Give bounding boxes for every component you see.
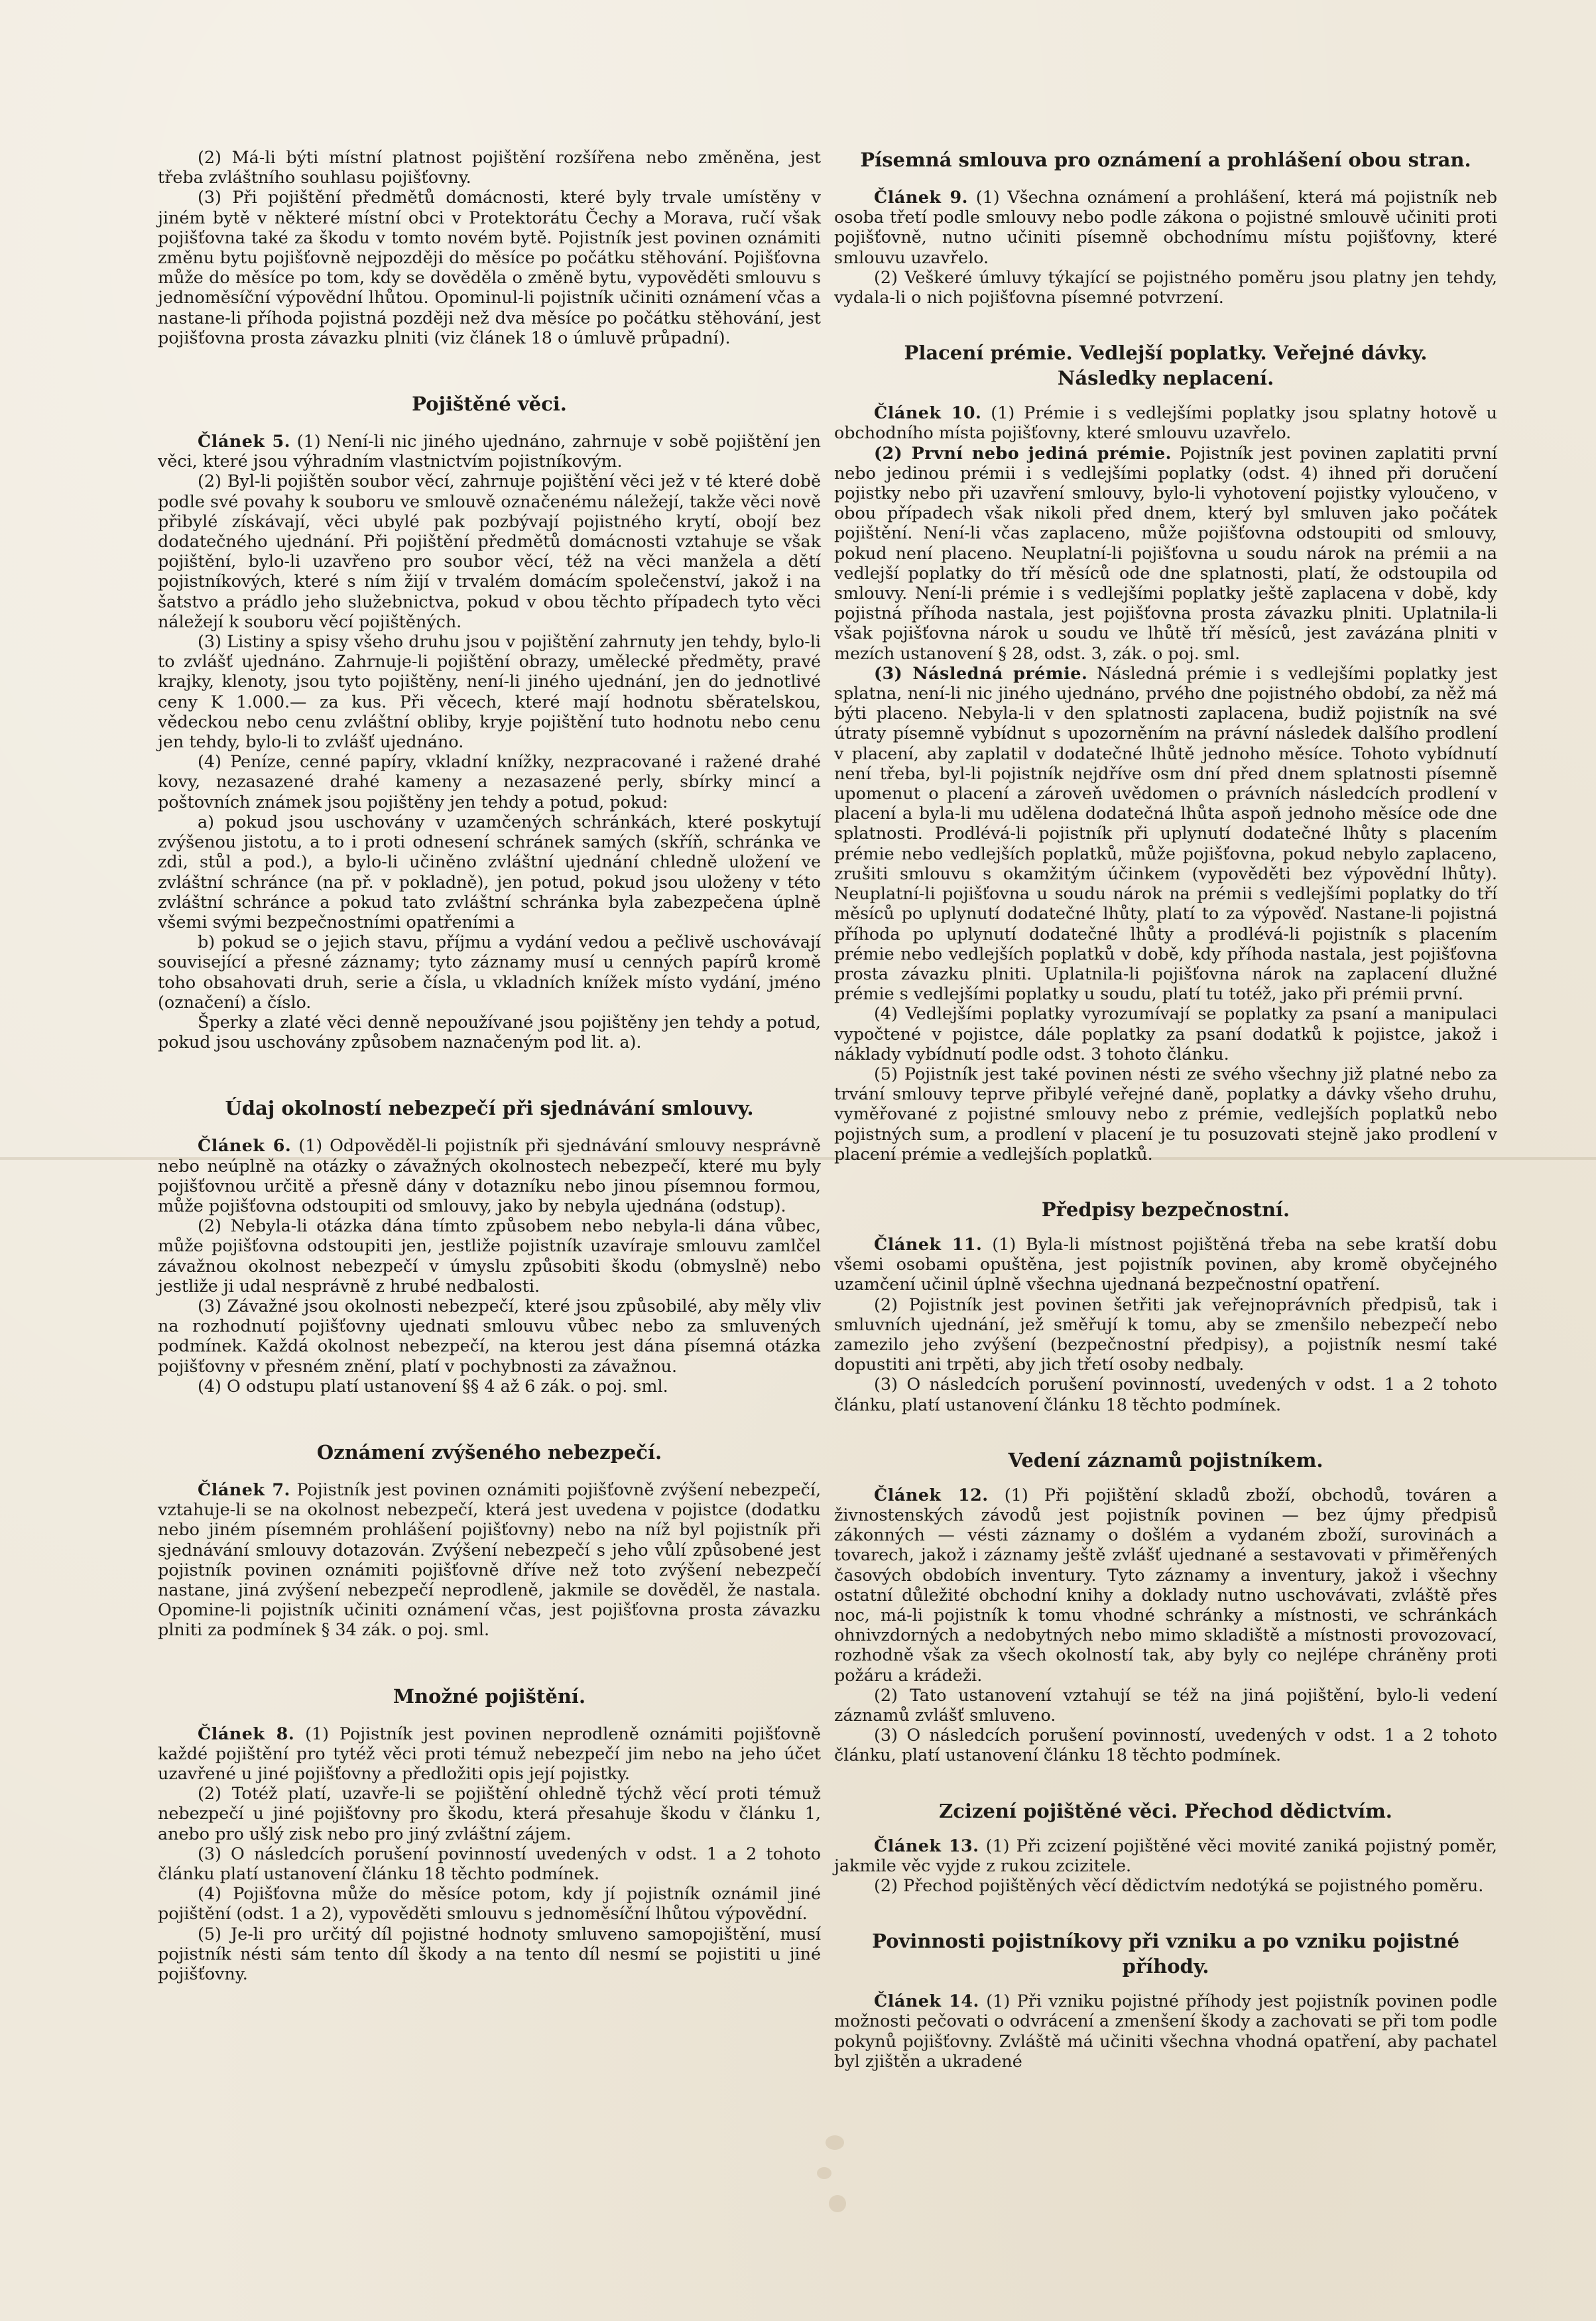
section-heading: Pojištěné věci. <box>412 393 567 416</box>
article-paragraph <box>158 431 821 471</box>
article-text: (1) Prémie i s vedlejšími poplatky jsou splatny hotově u obchodního místa pojišťovny, které smlouvu uzavřelo. <box>834 403 1497 443</box>
article-text: (1) Pojistník jest povinen neprodleně oznámiti pojišťovně každé pojištění pro tytéž věci proti témuž nebezpečí jim nebo na jeho účet uzavřené u jiné pojišťovny a předložiti opis její pojistky. <box>158 1723 821 1783</box>
article-text: Pojistník jest povinen oznámiti pojišťovně zvýšení nebezpečí, vztahuje-li se na okolnost nebezpečí, která jest uvedena v pojistce (dodatku nebo jiném písemném prohlášení pojišťovny) nebo na níž byl pojistník při sjednávání smlouvy dotazován. Zvýšení nebezpečí s jeho vůlí způsobené jest pojistník povinen oznámiti pojišťovně dříve než toto zvýšení nebezpečí nastane, jiná zvýšení nebezpečí neprodleně, jakmile se dověděl, že nastala. Opomine-li pojistník učiniti oznámení včas, jest pojišťovna prosta závazku plniti za podmínek § 34 zák. o poj. sml. <box>158 1479 822 1640</box>
section-heading: Údaj okolností nebezpečí při sjednávání smlouvy. <box>225 1097 754 1120</box>
article-paragraph <box>158 1135 821 1216</box>
paragraph: (2) Přechod pojištěných věcí dědictvím nedotýká se pojistného poměru. <box>874 1875 1484 1896</box>
heading-line: příhody. <box>1122 1955 1209 1978</box>
article-text: (1) Při pojištění skladů zboží, obchodů, továren a živnostenských závodů jest pojistník povinen — bez újmy předpisů zákonných — vésti záznamy o došlém a vydaném zboží, surovinách a tovarech, jakož i záznamy ještě zvlášť ujednané a sestavovati v přiměřených časových obdobích inventury. Tyto záznamy a inventury, jakož i všechny ostatní důležité obchodní knihy a doklady nutno uschovávati, zvláště přes noc, má-li pojistník k tomu vhodné schránky a místnosti, ve schránkách ohnivzdorných a nedobytných nebo mimo skladiště a místnosti provozovací, rozhodně však za všech okolností tak, aby byly co nejlépe chráněny proti požáru a krádeži. <box>834 1484 1497 1685</box>
article-paragraph <box>834 443 1497 663</box>
paragraph: (3) Listiny a spisy všeho druhu jsou v pojištění zahrnuty jen tehdy, bylo-li to zvlášť ujednáno. Zahrnuje-li pojištění obrazy, umělecké předměty, pravé krajky, klenoty, jsou tyto pojištěny, není-li jiného ujednání, jen do jednotlivé ceny K 1.000.— za kus. Při věcech, které mají hodnotu sběratelskou, vědeckou nebo cenu zvláštní obliby, kryje pojištění tuto hodnotu nebo cenu jen tehdy, bylo-li to zvlášť ujednáno. <box>158 631 821 752</box>
section-heading: Předpisy bezpečnostní. <box>1041 1198 1290 1221</box>
paragraph: Šperky a zlaté věci denně nepoužívané jsou pojištěny jen tehdy a potud, pokud jsou uschovány způsobem naznačeným pod lit. a). <box>158 1011 821 1052</box>
subsection-label: (3) Následná prémie. <box>874 662 1088 683</box>
subsection-label: (2) První nebo jediná prémie. <box>874 442 1172 463</box>
article-paragraph <box>158 1724 821 1784</box>
section-heading: Vedení záznamů pojistníkem. <box>1008 1448 1323 1472</box>
article-text: Pojistník jest povinen zaplatiti první nebo jedinou prémii i s vedlejšími poplatky (odst. 4) ihned při doručení pojistky nebo při uzavření smlouvy, bylo-li vyhotovení pojistky vyloučeno, v obou případech však nikoli před dnem, který byl smluven jako počátek pojištění. Není-li včas zaplaceno, může pojišťovna odstoupiti od smlouvy, pokud není placeno. Neuplatní-li pojišťovna u soudu nárok na prémii a na vedlejší poplatky do tří měsíců ode dne splatnosti, platí, že odstoupila od smlouvy. Není-li prémie i s vedlejšími poplatky ještě zaplacena v době, kdy pojistná příhoda nastala, jest pojišťovna prosta závazku plniti. Uplatnila-li však pojišťovna nárok u soudu ve lhůtě tří měsíců, jest zavázána plniti v mezích ustanovení § 28, odst. 3, zák. o poj. sml. <box>834 442 1497 663</box>
paragraph: (4) Peníze, cenné papíry, vkladní knížky, nezpracované i ražené drahé kovy, nezasazené drahé kameny a nezasazené perly, sbírky mincí a poštovních známek jsou pojištěny jen tehdy a potud, pokud: <box>158 751 821 812</box>
article-label: Článek 13. <box>874 1835 979 1855</box>
paragraph: (4) Pojišťovna může do měsíce potom, kdy jí pojistník oznámil jiné pojištění (odst. 1 a 2), vypověděti smlouvu s jednoměsíční lhůtou výpovědní. <box>158 1883 821 1924</box>
paragraph: (4) O odstupu platí ustanovení §§ 4 až 6 zák. o poj. sml. <box>198 1375 668 1396</box>
paragraph: (3) Při pojištění předmětů domácnosti, které byly trvale umístěny v jiném bytě v některé místní obci v Protektorátu Čechy a Morava, ručí však pojišťovna také za škodu v tomto novém bytě. Pojistník jest povinen oznámiti změnu bytu pojišťovně nejpozději do měsíce po počátku stěhování. Pojišťovna může do měsíce po tom, kdy se dověděla o změně bytu, vypověděti smlouvu s jednoměsíční výpovědní lhůtou. Opominul-li pojistník učiniti oznámení včas a nastane-li příhoda pojistná později než dva měsíce po počátku stěhování, jest pojišťovna prosta závazku plniti (viz článek 18 o úmluvě průpadní). <box>158 187 821 347</box>
article-text: (1) Všechna oznámení a prohlášení, která má pojistník neb osoba třetí podle smlouvy nebo podle zákona o pojistné smlouvě učiniti proti pojišťovně, nutno učiniti písemně obchodnímu místu pojišťovny, které smlouvu uzavřelo. <box>834 187 1498 267</box>
paragraph: (2) Byl-li pojištěn soubor věcí, zahrnuje pojištění věci jež v té které době podle své povahy k souboru ve smlouvě označenému náležejí, takže věci nově přibylé získávají, věci ubylé pak pozbývají pojistného krytí, obojí bez dodatečného ujednání. Při pojištění předmětů domácnosti vztahuje se však pojištění, bylo-li uzavřeno pro soubor věcí, též na věci manžela a dětí pojistníkových, které s ním žijí v trvalém domácím společenství, jakož i na šatstvo a prádlo jeho služebnictva, pokud v obou těchto případech tyto věci náležejí k souboru věcí pojištěných. <box>158 471 821 631</box>
paragraph: (3) O následcích porušení povinností, uvedených v odst. 1 a 2 tohoto článku, platí ustanovení článku 18 těchto podmínek. <box>834 1725 1497 1765</box>
paper-stain <box>826 2135 844 2150</box>
article-paragraph <box>834 1836 1497 1875</box>
article-label: Článek 8. <box>198 1723 295 1743</box>
article-label: Článek 6. <box>198 1135 292 1156</box>
section-heading: Písemná smlouva pro oznámení a prohlášení obou stran. <box>860 149 1471 171</box>
section-heading <box>834 340 1497 391</box>
paragraph: (3) O následcích porušení povinností, uvedených v odst. 1 a 2 tohoto článku, platí ustanovení článku 18 těchto podmínek. <box>834 1374 1497 1414</box>
article-paragraph <box>158 1479 821 1640</box>
article-label: Článek 12. <box>874 1484 989 1505</box>
paragraph: (2) Totéž platí, uzavře-li se pojištění ohledně týchž věcí proti témuž nebezpečí u jiné pojišťovny pro škodu, která přesahuje škodu v článku 1, anebo pro ušlý zisk nebo pro jiný zvláštní zájem. <box>158 1783 821 1844</box>
article-text: (1) Při vzniku pojistné příhody jest pojistník povinen podle možnosti pečovati o odvrácení a zmenšení škody a zachovati se při tom podle pokynů pojišťovny. Zvláště má učiniti všechna vhodná opatření, aby pachatel byl zjištěn a ukradené <box>834 1991 1498 2071</box>
section-heading: Zcizení pojištěné věci. Přechod dědictvím. <box>939 1799 1392 1822</box>
article-label: Článek 5. <box>198 431 290 452</box>
section-heading: Množné pojištění. <box>393 1684 586 1708</box>
paper-stain <box>817 2167 831 2179</box>
paragraph: (4) Vedlejšími poplatky vyrozumívají se poplatky za psaní a manipulaci vypočtené v pojistce, dále poplatky za psaní dodatků k pojistce, jakož i náklady vybídnutí podle odst. 3 tohoto článku. <box>834 1003 1497 1064</box>
heading-line: Povinnosti pojistníkovy při vzniku a po vzniku pojistné <box>872 1930 1459 1953</box>
article-label: Článek 9. <box>874 187 969 207</box>
article-text: (1) Není-li nic jiného ujednáno, zahrnuje v sobě pojištění jen věci, které jsou výhradním vlastnictvím pojistníkovým. <box>158 431 821 471</box>
article-label: Článek 14. <box>874 1991 979 2011</box>
article-text: (1) Při zcizení pojištěné věci movité zaniká pojistný poměr, jakmile věc vyjde z rukou zcizitele. <box>834 1835 1498 1875</box>
paragraph: (2) Nebyla-li otázka dána tímto způsobem nebo nebyla-li dána vůbec, může pojišťovna odstoupiti jen, jestliže pojistník uzavíraje smlouvu zamlčel závažnou okolnost nebezpečí v úmyslu způsobiti škodu (obmyslně) nebo jestliže ji udal nesprávně z hrubé nedbalosti. <box>158 1216 821 1296</box>
heading-line: Placení prémie. Vedlejší poplatky. Veřejné dávky. <box>904 342 1428 365</box>
article-label: Článek 11. <box>874 1233 983 1254</box>
paper-stain <box>829 2195 846 2212</box>
article-label: Článek 10. <box>874 403 982 423</box>
paragraph: a) pokud jsou uschovány v uzamčených schránkách, které poskytují zvýšenou jistotu, a to i proti odnesení schránek samých (skříň, schránka ve zdi, stůl a pod.), a bylo-li učiněno zvláštní ujednání chledně uložení ve zvláštní schránce (na př. v pokladně), jen potud, pokud jsou uloženy v této zvláštní schránce a pokud tato zvláštní schránka byla zabezpečena úplně všemi svými bezpečnostními opatřeními a <box>158 811 821 932</box>
paragraph: (2) Veškeré úmluvy týkající se pojistného poměru jsou platny jen tehdy, vydala-li o nich pojišťovna písemné potvrzení. <box>834 267 1497 308</box>
paragraph: (3) O následcích porušení povinností uvedených v odst. 1 a 2 tohoto článku platí ustanovení článku 18 těchto podmínek. <box>158 1843 821 1884</box>
article-paragraph <box>834 1991 1497 2071</box>
article-paragraph <box>834 1485 1497 1685</box>
section-heading <box>834 1928 1497 1979</box>
article-text: (1) Byla-li místnost pojištěná třeba na sebe kratší dobu všemi osobami opuštěna, jest pojistník povinen, aby kromě obyčejného uzamčení učinil úplně všechna ujednaná bezpečnostní opatření. <box>834 1233 1497 1294</box>
heading-line: Následky neplacení. <box>1057 367 1274 390</box>
article-paragraph <box>834 403 1497 442</box>
article-text: Následná prémie i s vedlejšími poplatky jest splatna, není-li nic jiného ujednáno, prvého dne pojistného období, za něž má býti placeno. Nebyla-li v den splatnosti zaplacena, budiž pojistník na své útraty písemně vybídnut s upozorněním na právní následek dalšího prodlení v placení, aby zaplatil v dodatečné lhůtě jednoho měsíce. Tohoto vybídnutí není třeba, byl-li pojistník nejdříve osm dní před dnem splatnosti písemně upomenut o placení a zároveň uvědomen o právních následcích prodlení v placení a byla-li mu udělena dodatečná lhůta aspoň jednoho měsíce ode dne splatnosti. Prodlévá-li pojistník při uplynutí dodatečné lhůty s placením prémie nebo vedlejších poplatků, může pojišťovna, pokud nebylo zaplaceno, zrušiti smlouvu s okamžitým účinkem (vypověděti bez výpovědní lhůty). Neuplatní-li pojišťovna u soudu nárok na prémii s vedlejšími poplatky do tří měsíců po uplynutí dodatečné lhůty, platí to za výpověď. Nastane-li pojistná příhoda po uplynutí dodatečné lhůty a prodlévá-li pojistník s placením prémie nebo vedlejších poplatků v době, kdy příhoda nastala, jest pojišťovna prosta závazku plniti. Uplatnila-li pojišťovna nárok na zaplacení dlužné prémie s vedlejšími poplatky u soudu, platí tu totéž, jako při prémii první. <box>834 662 1497 1004</box>
paragraph: (2) Tato ustanovení vztahují se též na jiná pojištění, bylo-li vedení záznamů zvlášť smluveno. <box>834 1684 1497 1725</box>
paragraph: b) pokud se o jejich stavu, příjmu a vydání vedou a pečlivě uschovávají související a přesné záznamy; tyto záznamy musí u cenných papírů kromě toho obsahovati druh, serie a čísla, u vkladních knížek místo vydání, jméno (označení) a číslo. <box>158 932 821 1012</box>
article-label: Článek 7. <box>198 1479 290 1499</box>
article-paragraph <box>834 1234 1497 1294</box>
article-paragraph <box>834 663 1497 1003</box>
left-column <box>158 147 821 1983</box>
paragraph: (2) Má-li býti místní platnost pojištění rozšířena nebo změněna, jest třeba zvláštního souhlasu pojišťovny. <box>158 147 821 188</box>
article-paragraph <box>834 187 1497 267</box>
paragraph: (5) Je-li pro určitý díl pojistné hodnoty smluveno samopojištění, musí pojistník nésti sám tento díl škody a na tento díl nesmí se pojistiti u jiné pojišťovny. <box>158 1923 821 1984</box>
paragraph: (3) Závažné jsou okolnosti nebezpečí, které jsou způsobilé, aby měly vliv na rozhodnutí pojišťovny ujednati smlouvu vůbec nebo za smluvených podmínek. Každá okolnost nebezpečí, na kterou jest dána písemná otázka pojišťovny v přesném znění, platí v pochybnosti za závažnou. <box>158 1295 821 1376</box>
paragraph: (5) Pojistník jest také povinen nésti ze svého všechny již platné nebo za trvání smlouvy teprve přibylé veřejné daně, poplatky a dávky všeho druhu, vyměřované z pojistné smlouvy nebo z prémie, vedlejších poplatků nebo pojistných sum, a prodlení v placení je tu posuzovati stejně jako prodlení v placení prémie a vedlejších poplatků. <box>834 1063 1497 1164</box>
article-text: (1) Odpověděl-li pojistník při sjednávání smlouvy nesprávně nebo neúplně na otázky o závažných okolnostech nebezpečí, které mu byly pojišťovnou určitě a přesně dány v dotazníku nebo jinou písemnou formou, může pojišťovna odstoupiti od smlouvy, jako by nebyla ujednána (odstup). <box>158 1135 821 1216</box>
section-heading: Oznámení zvýšeného nebezpečí. <box>316 1440 662 1464</box>
paragraph: (2) Pojistník jest povinen šetřiti jak veřejnoprávních předpisů, tak i smluvních ujednání, jež směřují k tomu, aby se zmenšilo nebezpečí nebo zamezilo jeho zvýšení (bezpečnostní předpisy), a pojistník nesmí také dopustiti ani trpěti, aby jich třetí osoby nedbaly. <box>834 1294 1497 1375</box>
right-column <box>834 147 1497 2071</box>
